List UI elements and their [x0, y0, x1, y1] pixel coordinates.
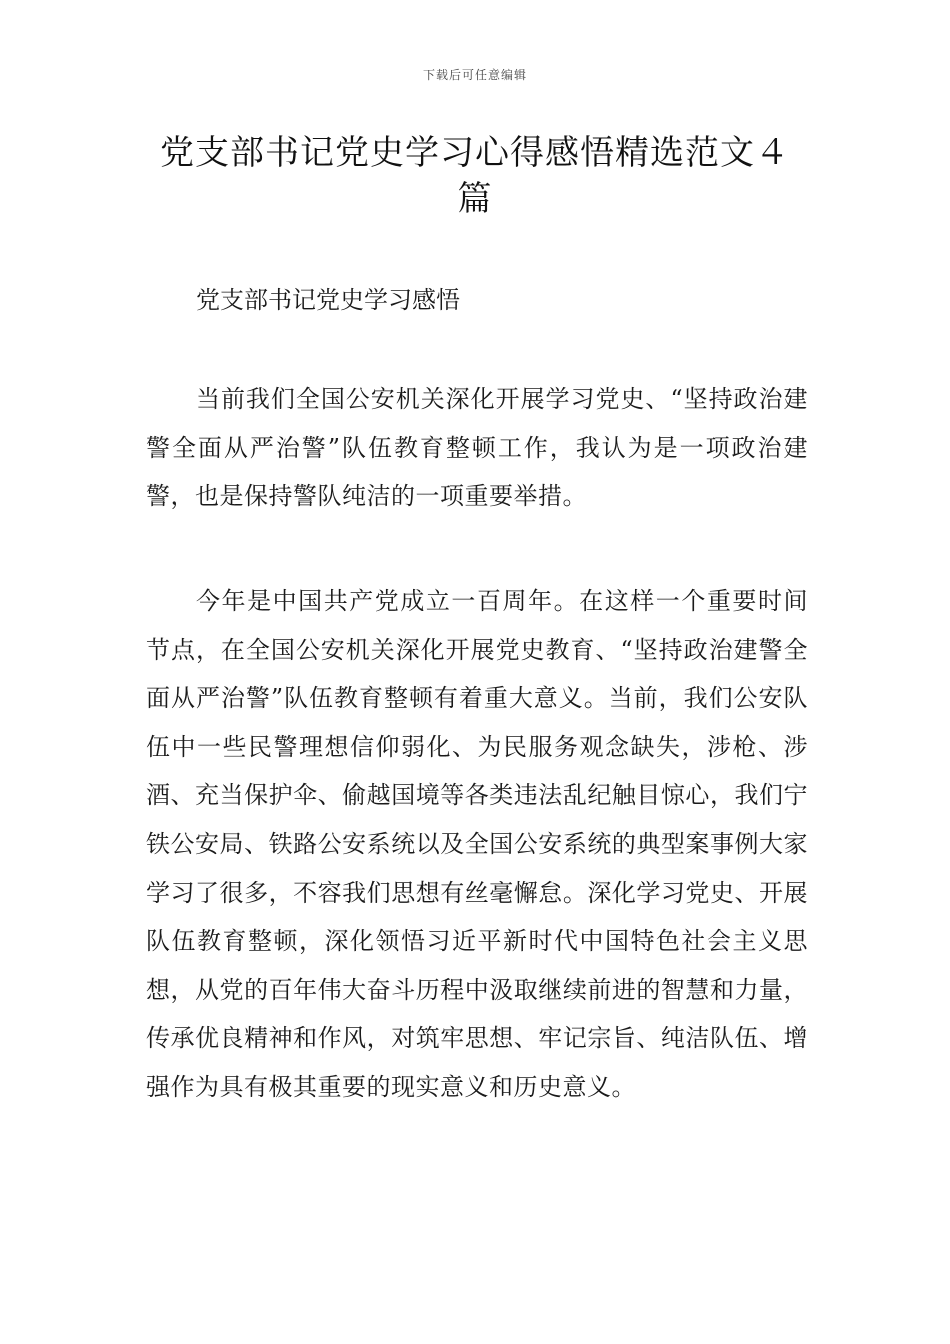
header-note: 下载后可任意编辑 [422, 68, 527, 82]
section-heading: 党支部书记党史学习感悟 [196, 286, 460, 314]
body-paragraph-2: 今年是中国共产党成立一百周年。在这样一个重要时间节点，在全国公安机关深化开展党史教育、“坚持政治建警全面从严治警”队伍教育整顿有着重大意义。当前，我们公安队伍中一些民警理想信仰弱化、为民服务观念缺失，涉枪、涉酒、充当保护伞、偷越国境等各类违法乱纪触目惊心，我们宁铁公安局、铁路公安系统以及全国公安系统的典型案事例大家学习了很多，不容我们思想有丝毫懈怠。深化学习党史、开展队伍教育整顿，深化领悟习近平新时代中国特色社会主义思想，从党的百年伟大奋斗历程中汲取继续前进的智慧和力量，传承优良精神和作风，对筑牢思想、牢记宗旨、纯洁队伍、增强作为具有极其重要的现实意义和历史意义。 [146, 587, 808, 1101]
document-title: 党支部书记党史学习心得感悟精选范文４篇 [160, 133, 790, 219]
body-paragraph-1: 当前我们全国公安机关深化开展学习党史、“坚持政治建警全面从严治警”队伍教育整顿工作，我认为是一项政治建警，也是保持警队纯洁的一项重要举措。 [146, 385, 808, 511]
